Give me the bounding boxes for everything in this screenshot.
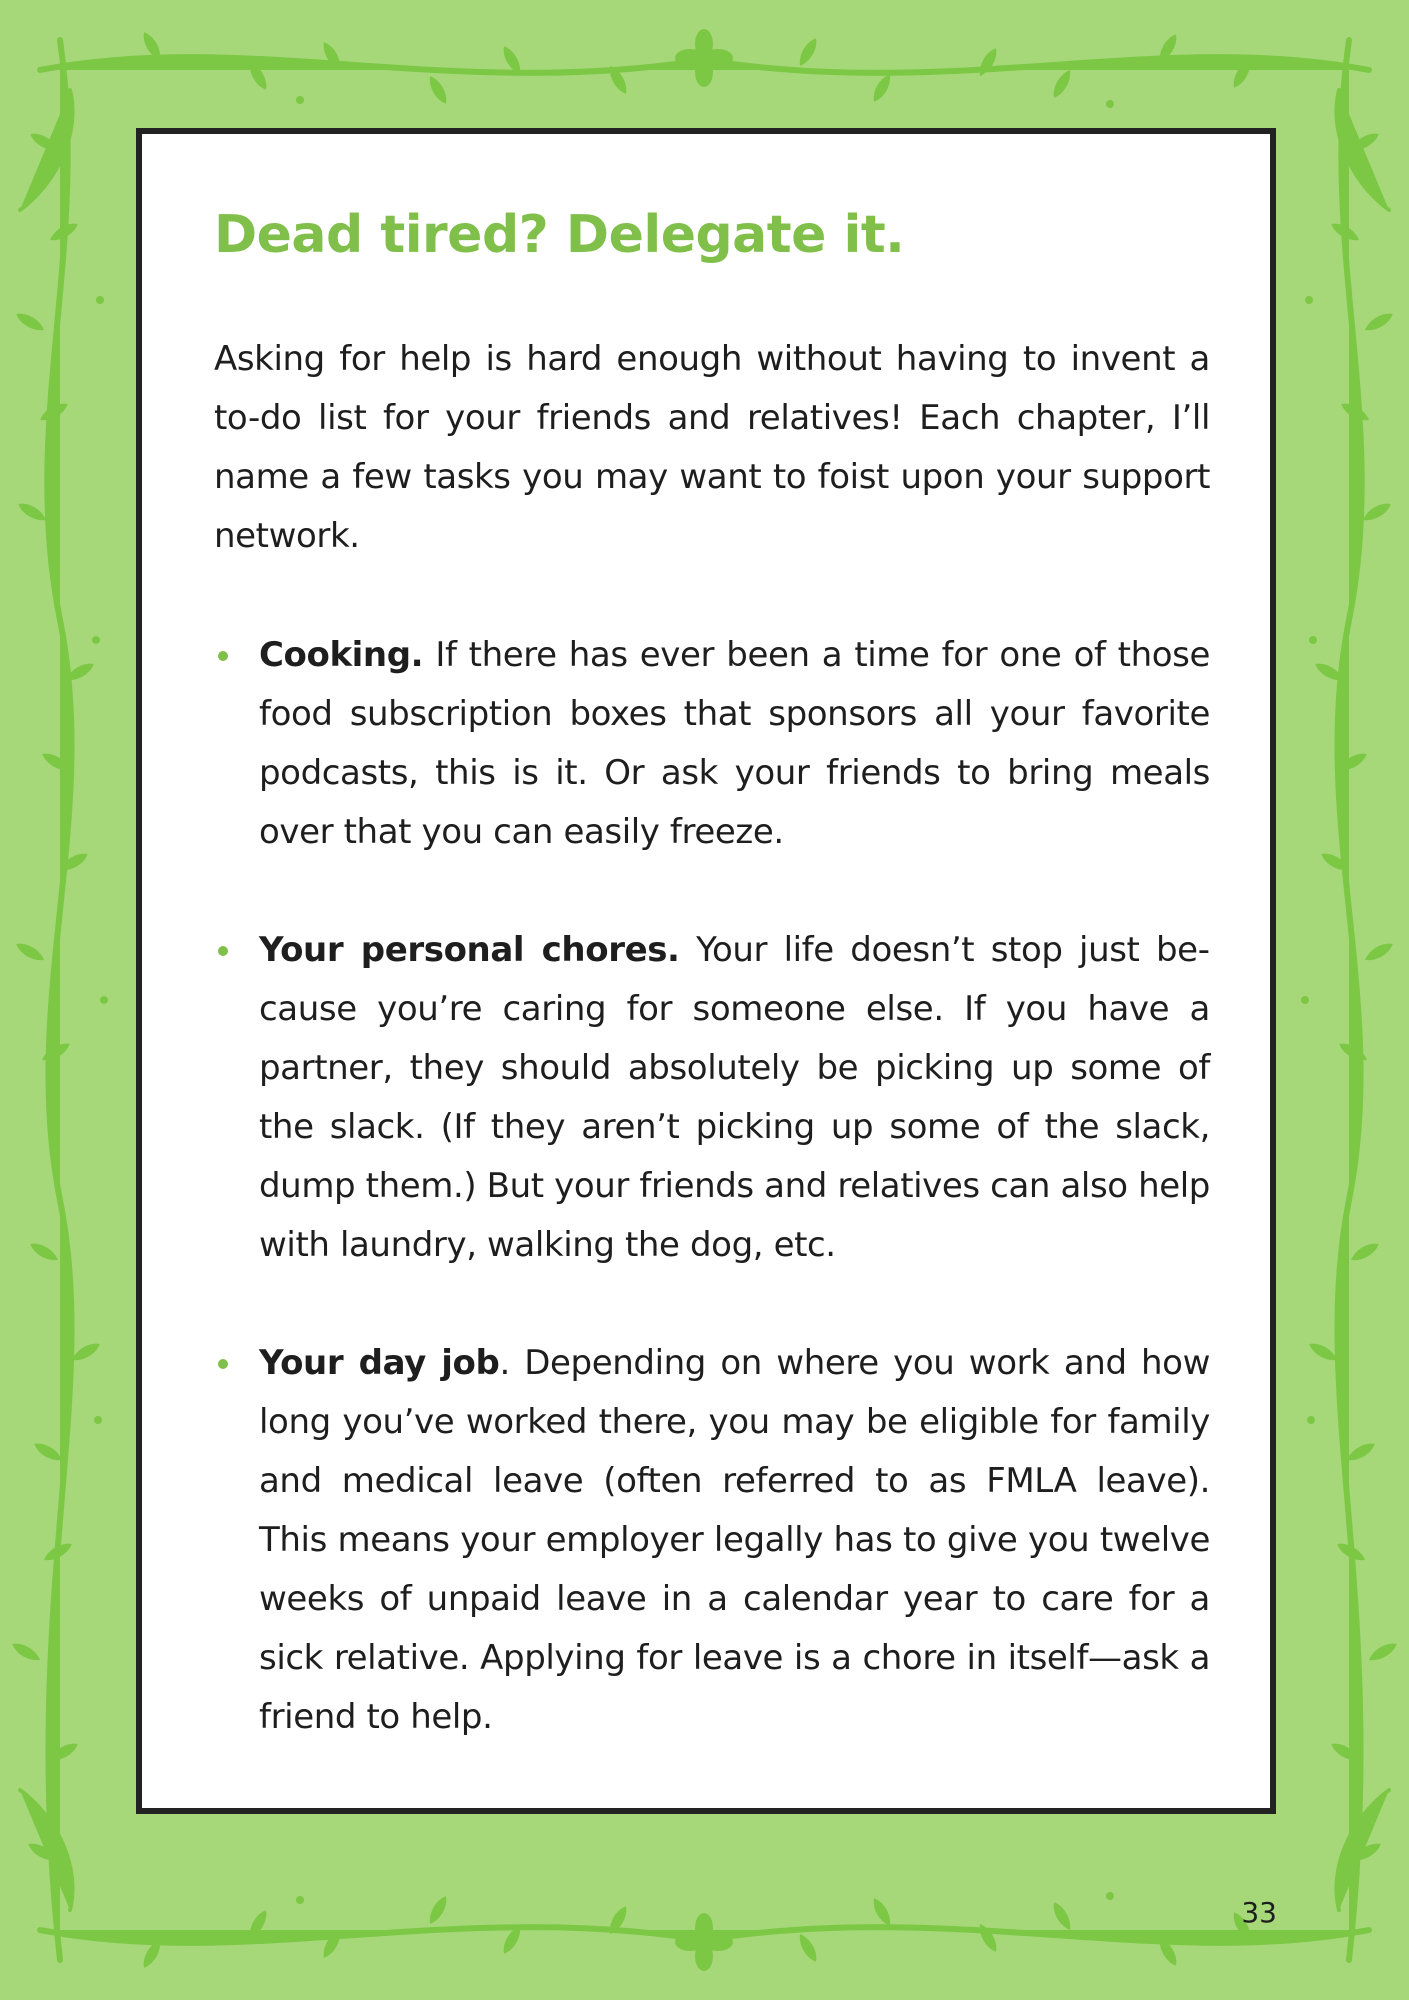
- bullet-dot-icon: [218, 651, 228, 661]
- bullet-dot-icon: [218, 946, 228, 956]
- list-item: [214, 1334, 1210, 1747]
- bullet-text: . Depending on where you work and how long you’ve worked there, you may be eligible for family and medical leave (often referred to as FMLA leave). This means your employer legally has to give you twelve weeks of unpaid leave in a calendar year to care for a sick relative. Applying for leave is a chore in itself—ask a friend to help.: [259, 1343, 1210, 1737]
- bullet-text: Your life doesn’t stop just because you’re caring for someone else. If you have a partner, they should absolutely be picking up some of the slack. (If they aren’t picking up some of the slack, dump them.) But your friends and relatives can also help with laundry, walking the dog, etc.: [259, 930, 1210, 1265]
- page-heading: Dead tired? Delegate it.: [214, 205, 905, 265]
- content-card: [136, 128, 1276, 1814]
- intro-paragraph: Asking for help is hard enough without having to invent a to-do list for your friends and relatives! Each chapter, I’ll name a few tasks you may want to foist upon your support network.: [214, 339, 1210, 556]
- task-list: [214, 626, 1210, 1806]
- page-number: 33: [1241, 1896, 1277, 1929]
- bullet-text: If there has ever been a time for one of those food subscription boxes that sponsors all your favorite podcasts, this is it. Or ask your friends to bring meals over that you can easily freeze.: [259, 635, 1210, 852]
- bullet-title: Your day job: [259, 1343, 500, 1383]
- list-item: [214, 921, 1210, 1275]
- bullet-title: Your personal chores.: [259, 930, 680, 970]
- bullet-dot-icon: [218, 1359, 228, 1369]
- list-item: [214, 626, 1210, 862]
- bullet-title: Cooking.: [259, 635, 424, 675]
